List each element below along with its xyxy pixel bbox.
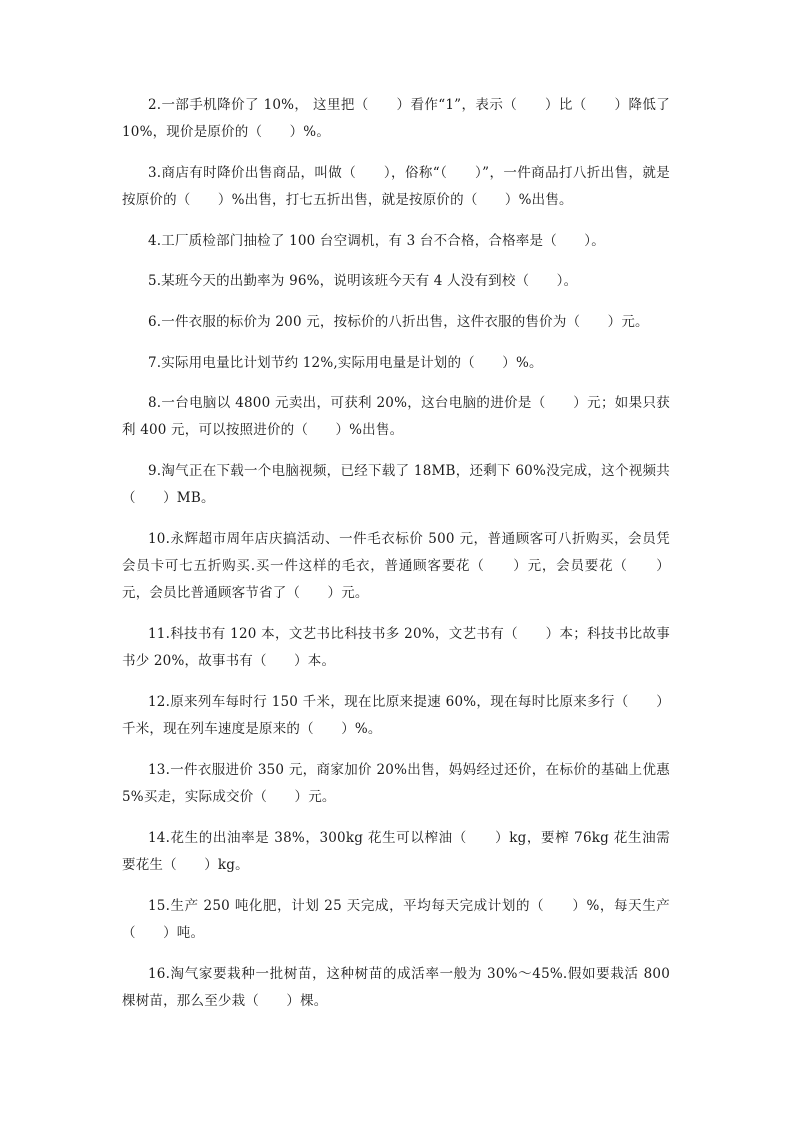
question-7: 7.实际用电量比计划节约 12%,实际用电量是计划的（ ）%。	[148, 355, 543, 371]
question-2: 2.一部手机降价了 10%， 这里把（ ）看作“1”，表示（ ）比（ ）降低了 10%，现价是原价的（ ）%。	[122, 97, 670, 140]
question-6: 6.一件衣服的标价为 200 元，按标价的八折出售，这件衣服的售价为（ ）元。	[148, 314, 649, 330]
question-3: 3.商店有时降价出售商品，叫做（ ），俗称“（ ）”，一件商品打八折出售，就是按原价的（ ）%出售，打七五折出售，就是按原价的（ ）%出售。	[122, 165, 670, 208]
question-5: 5.某班今天的出勤率为 96%，说明该班今天有 4 人没有到校（ ）。	[148, 273, 578, 289]
question-16: 16.淘气家要栽种一批树苗，这种树苗的成活率一般为 30%～45%.假如要栽活 800 棵树苗，那么至少栽（ ）棵。	[122, 966, 670, 1009]
question-11: 11.科技书有 120 本，文艺书比科技书多 20%，文艺书有（ ）本；科技书比故事书少 20%，故事书有（ ）本。	[122, 626, 670, 669]
question-8: 8.一台电脑以 4800 元卖出，可获利 20%，这台电脑的进价是（ ）元；如果只获利 400 元，可以按照进价的（ ）%出售。	[122, 395, 670, 438]
question-4: 4.工厂质检部门抽检了 100 台空调机，有 3 台不合格，合格率是（ ）。	[148, 233, 605, 249]
question-15: 15.生产 250 吨化肥，计划 25 天完成，平均每天完成计划的（ ）%，每天生产（ ）吨。	[122, 898, 670, 941]
question-9: 9.淘气正在下载一个电脑视频，已经下载了 18MB，还剩下 60%没完成，这个视频共（ ）MB。	[122, 463, 670, 506]
question-12: 12.原来列车每时行 150 千米，现在比原来提速 60%，现在每时比原来多行（ ）千米，现在列车速度是原来的（ ）%。	[122, 694, 670, 737]
question-10: 10.永辉超市周年店庆搞活动、一件毛衣标价 500 元，普通顾客可八折购买，会员凭会员卡可七五折购买.买一件这样的毛衣，普通顾客要花（ ）元，会员要花（ ）元，会员比普通顾客节省了（ ）元。	[122, 531, 670, 601]
question-14: 14.花生的出油率是 38%，300kg 花生可以榨油（ ）kg，要榨 76kg 花生油需要花生（ ）kg。	[122, 830, 670, 873]
question-13: 13.一件衣服进价 350 元，商家加价 20%出售，妈妈经过还价，在标价的基础上优惠 5%买走，实际成交价（ ）元。	[122, 762, 670, 805]
